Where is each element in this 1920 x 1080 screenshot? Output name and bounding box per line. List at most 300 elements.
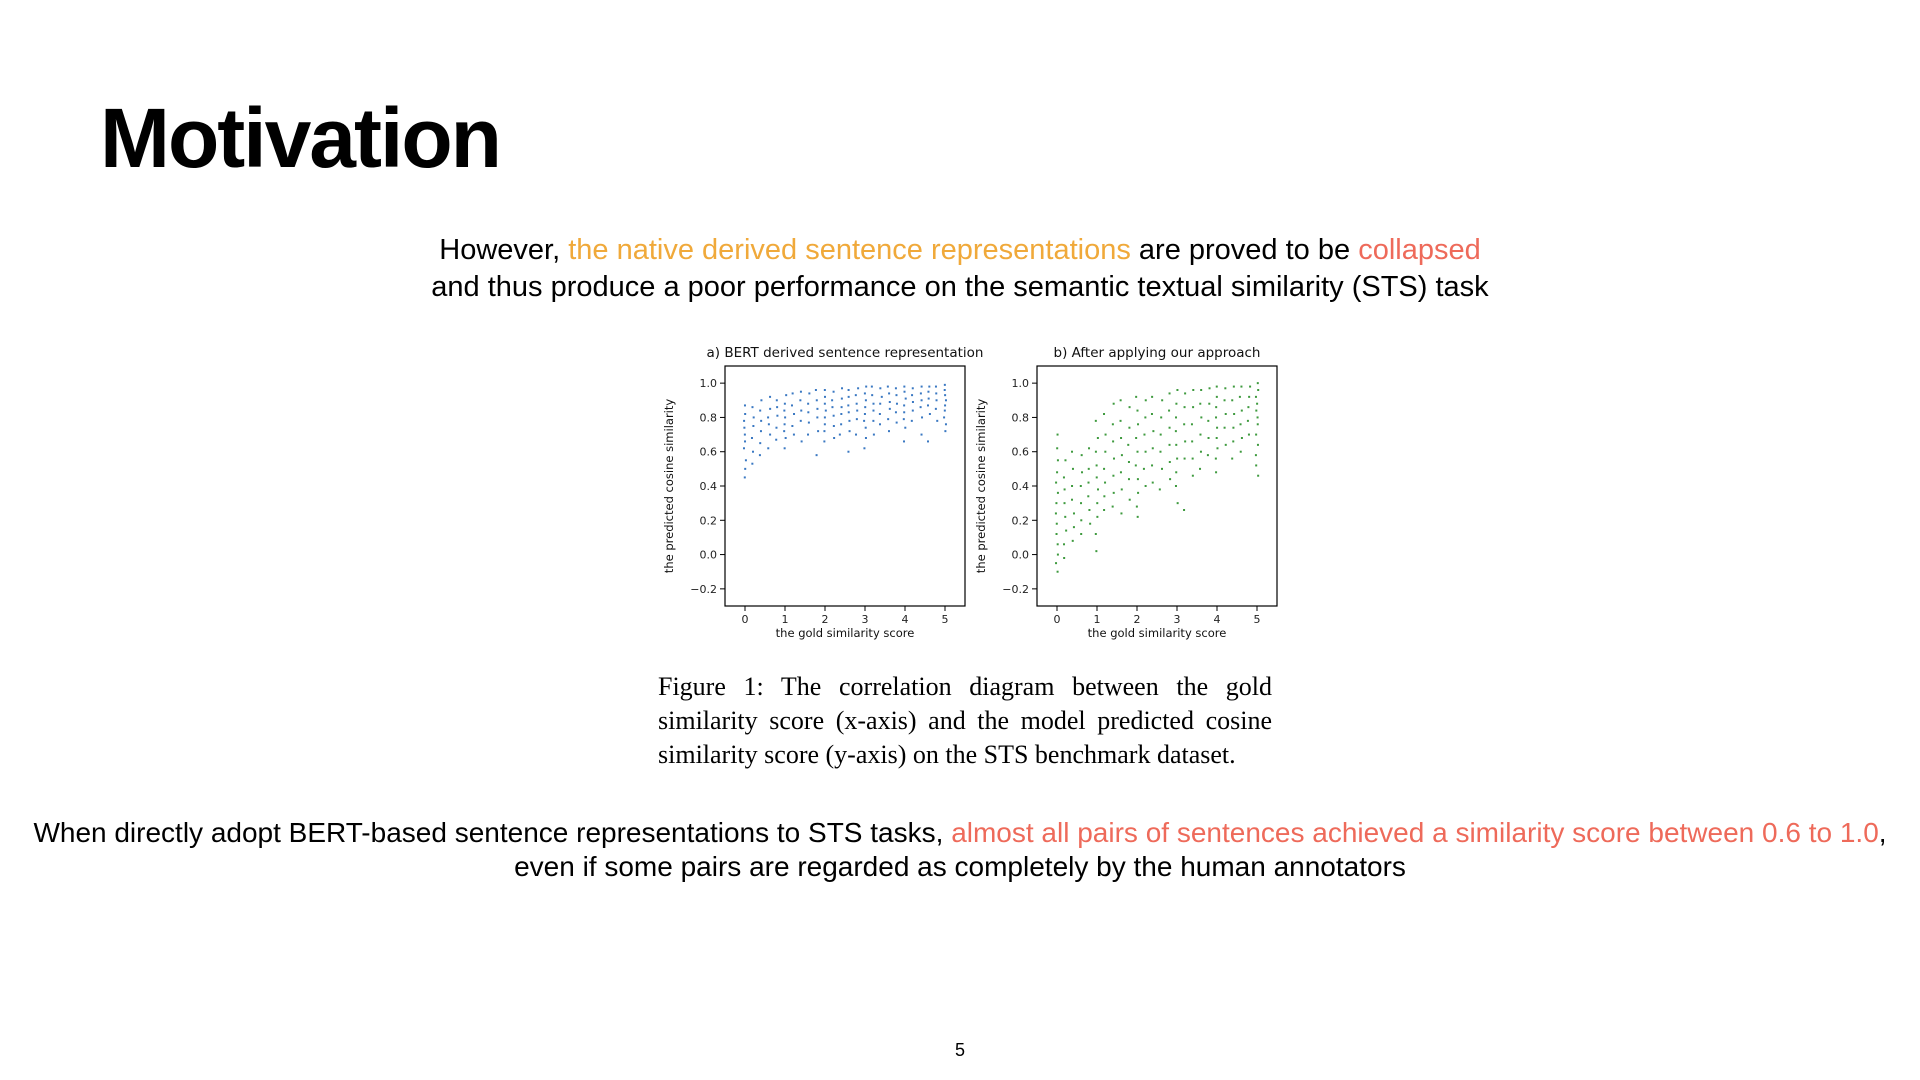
scatter-point [833,391,835,393]
scatter-panel-a [662,345,983,640]
scatter-point [1095,550,1097,552]
scatter-point [1241,437,1243,439]
scatter-point [1225,413,1227,415]
scatter-point [935,392,937,394]
scatter-point [1071,499,1073,501]
scatter-point [903,418,905,420]
caption-line-2: similarity score (x-axis) and the model predicted cosine [658,706,1272,735]
scatter-point [759,454,761,456]
scatter-point [783,430,785,432]
scatter-point [1175,471,1177,473]
scatter-point [1183,423,1185,425]
scatter-point [1152,430,1154,432]
scatter-point [808,422,810,424]
scatter-point [807,411,809,413]
scatter-point [904,391,906,393]
scatter-point [784,423,786,425]
scatter-point [743,447,745,449]
scatter-point [1169,478,1171,480]
scatter-point [1097,488,1099,490]
scatter-point [1199,468,1201,470]
scatter-point [816,416,818,418]
scatter-point [1104,451,1106,453]
scatter-point [1128,427,1130,429]
scatter-point [905,398,907,400]
scatter-point [1175,416,1177,418]
scatter-point [1159,451,1161,453]
scatter-point [815,389,817,391]
y-tick-label: 0.2 [699,514,717,528]
scatter-point [1151,413,1153,415]
scatter-point [775,439,777,441]
scatter-point [1233,413,1235,415]
scatter-point [1072,468,1074,470]
scatter-point [1144,416,1146,418]
scatter-point [896,403,898,405]
scatter-point [1248,434,1250,436]
scatter-point [1184,392,1186,394]
scatter-point [1184,440,1186,442]
scatter-point [1057,434,1059,436]
scatter-point [1225,444,1227,446]
scatter-point [855,434,857,436]
scatter-point [785,394,787,396]
scatter-point [1175,485,1177,487]
slide-title: Motivation [100,91,500,185]
scatter-point [1216,396,1218,398]
scatter-point [1215,471,1217,473]
scatter-point [1055,562,1057,564]
scatter-point [1207,454,1209,456]
scatter-point [1063,557,1065,559]
scatter-point [1056,471,1058,473]
scatter-point [879,387,881,389]
scatter-point [855,394,857,396]
scatter-point [1071,451,1073,453]
scatter-point [1151,464,1153,466]
scatter-point [1137,451,1139,453]
scatter-point [833,425,835,427]
scatter-point [865,399,867,401]
scatter-point [1120,471,1122,473]
scatter-point [791,425,793,427]
x-tick-label: 3 [1173,613,1181,626]
scatter-point [943,416,945,418]
scatter-point [823,440,825,442]
scatter-point [752,425,754,427]
scatter-point [1249,386,1251,388]
scatter-point [831,399,833,401]
scatter-point [927,440,929,442]
scatter-point [1159,488,1161,490]
scatter-point [767,447,769,449]
x-tick-label: 1 [781,613,789,626]
scatter-point [1055,482,1057,484]
scatter-point [831,406,833,408]
scatter-point [1120,512,1122,514]
scatter-point [839,434,841,436]
scatter-point [944,389,946,391]
scatter-point [848,389,850,391]
scatter-point [1136,410,1138,412]
scatter-point [769,434,771,436]
panel-title: b) After applying our approach [1053,345,1261,361]
scatter-point [1112,423,1114,425]
caption-line-3: similarity score (y-axis) on the STS benchmark dataset. [658,740,1236,769]
scatter-point [944,410,946,412]
scatter-point [799,399,801,401]
y-axis-label: the predicted cosine similarity [662,398,676,574]
scatter-point [833,437,835,439]
scatter-point [1057,492,1059,494]
scatter-point [1129,499,1131,501]
scatter-point [1136,506,1138,508]
scatter-point [807,434,809,436]
scatter-point [1192,406,1194,408]
scatter-point [1056,533,1058,535]
scatter-point [753,416,755,418]
scatter-point [856,403,858,405]
scatter-point [1175,430,1177,432]
scatter-point [865,386,867,388]
scatter-point [1255,410,1257,412]
scatter-point [800,420,802,422]
scatter-point [863,447,865,449]
scatter-point [888,392,890,394]
scatter-point [1151,396,1153,398]
scatter-point [1063,476,1065,478]
scatter-point [1112,506,1114,508]
scatter-point [824,423,826,425]
scatter-point [1088,482,1090,484]
y-tick-label: 1.0 [1011,377,1029,391]
scatter-point [865,437,867,439]
scatter-point [1240,423,1242,425]
scatter-point [769,396,771,398]
scatter-point [745,459,747,461]
scatter-point [903,411,905,413]
scatter-point [816,399,818,401]
scatter-point [935,386,937,388]
scatter-point [1231,458,1233,460]
scatter-point [847,404,849,406]
scatter-point [808,392,810,394]
scatter-point [889,401,891,403]
scatter-point [807,403,809,405]
scatter-point [912,410,914,412]
scatter-point [1057,543,1059,545]
scatter-point [1105,434,1107,436]
scatter-point [1129,406,1131,408]
x-tick-label: 4 [901,613,909,626]
scatter-point [743,427,745,429]
figure-caption [658,670,1272,772]
scatter-point [887,418,889,420]
scatter-point [1255,434,1257,436]
y-tick-label: 0.4 [699,480,717,493]
scatter-point [1064,516,1066,518]
scatter-point [1200,416,1202,418]
scatter-point [944,384,946,386]
scatter-point [1257,389,1259,391]
scatter-point [879,413,881,415]
scatter-point [1113,492,1115,494]
scatter-point [1257,475,1259,477]
scatter-point [895,394,897,396]
scatter-point [1097,437,1099,439]
scatter-point [1224,387,1226,389]
scatter-point [887,386,889,388]
scatter-point [1200,451,1202,453]
scatter-point [1088,509,1090,511]
scatter-point [1239,396,1241,398]
scatter-point [1240,451,1242,453]
scatter-point [935,408,937,410]
scatter-point [1209,387,1211,389]
scatter-point [1121,454,1123,456]
x-axis-label: the gold similarity score [1087,626,1227,640]
scatter-point [1072,540,1074,542]
scatter-point [760,399,762,401]
scatter-point [904,427,906,429]
scatter-point [1095,451,1097,453]
scatter-point [1199,403,1201,405]
scatter-point [1233,386,1235,388]
scatter-point [1247,406,1249,408]
scatter-point [1120,399,1122,401]
scatter-point [856,410,858,412]
scatter-point [1169,427,1171,429]
scatter-point [1177,502,1179,504]
scatter-point [871,394,873,396]
scatter-point [1255,396,1257,398]
scatter-point [816,454,818,456]
scatter-point [752,451,754,453]
scatter-point [847,451,849,453]
scatter-point [848,396,850,398]
scatter-point [793,434,795,436]
scatter-point [751,463,753,465]
scatter-point [879,423,881,425]
scatter-point [848,420,850,422]
x-tick-label: 4 [1213,613,1221,626]
scatter-point [1127,444,1129,446]
scatter-point [1175,444,1177,446]
scatter-point [903,440,905,442]
scatter-point [791,404,793,406]
scatter-point [856,418,858,420]
scatter-point [1088,468,1090,470]
lead-line-2: and thus produce a poor performance on the semantic textual similarity (STS) task [431,271,1489,303]
scatter-point [1145,451,1147,453]
scatter-point [1215,458,1217,460]
scatter-point [1191,423,1193,425]
y-tick-label: 0.0 [699,548,717,562]
scatter-point [1137,423,1139,425]
scatter-point [1080,485,1082,487]
scatter-point [1081,454,1083,456]
x-tick-label: 2 [821,613,829,626]
scatter-point [1096,464,1098,466]
scatter-point [889,408,891,410]
scatter-point [1232,427,1234,429]
scatter-point [825,410,827,412]
scatter-point [767,416,769,418]
scatter-point [1152,447,1154,449]
bottom-line-1 [0,816,1920,850]
scatter-point [1055,512,1057,514]
scatter-point [1215,406,1217,408]
scatter-point [1215,416,1217,418]
scatter-point [927,404,929,406]
scatter-point [921,399,923,401]
scatter-point [1247,420,1249,422]
x-tick-label: 0 [741,613,749,626]
bottom-highlight-red: almost all pairs of sentences achieved a similarity score between 0.6 to 1.0 [951,817,1879,848]
scatter-point [1080,533,1082,535]
scatter-point [751,437,753,439]
scatter-point [1161,468,1163,470]
y-tick-label: 0.6 [699,445,717,459]
scatter-point [1184,406,1186,408]
scatter-point [1096,476,1098,478]
scatter-point [903,386,905,388]
scatter-point [857,387,859,389]
scatter-point [1208,437,1210,439]
scatter-point [744,440,746,442]
scatter-point [873,434,875,436]
x-tick-label: 5 [1253,613,1261,626]
scatter-point [1257,382,1259,384]
y-tick-label: −0.2 [1002,582,1029,596]
scatter-point [1088,447,1090,449]
scatter-point [1248,396,1250,398]
scatter-point [928,398,930,400]
x-tick-label: 5 [941,613,949,626]
scatter-point [920,406,922,408]
scatter-point [944,394,946,396]
plot-frame [725,366,965,606]
scatter-point [1143,434,1145,436]
scatter-point [1257,444,1259,446]
scatter-point [1183,509,1185,511]
scatter-point [863,420,865,422]
scatter-point [841,387,843,389]
x-tick-label: 2 [1133,613,1141,626]
scatter-point [1255,464,1257,466]
scatter-point [1096,502,1098,504]
scatter-point [1208,403,1210,405]
scatter-figure [655,340,1285,650]
scatter-point [873,403,875,405]
scatter-point [1257,423,1259,425]
scatter-point [1080,502,1082,504]
scatter-point [1169,461,1171,463]
scatter-point [751,406,753,408]
scatter-point [865,427,867,429]
scatter-point [759,442,761,444]
scatter-point [929,413,931,415]
bottom-prefix: When directly adopt BERT-based sentence representations to STS tasks, [33,817,952,848]
scatter-point [1121,488,1123,490]
scatter-point [1057,571,1059,573]
lead-middle: are proved to be [1130,234,1359,266]
scatter-point [1161,399,1163,401]
scatter-point [1112,475,1114,477]
scatter-point [936,420,938,422]
scatter-point [1120,420,1122,422]
lead-highlight-orange: the native derived sentence representations [568,234,1131,266]
scatter-point [895,387,897,389]
scatter-point [911,394,913,396]
scatter-point [1168,410,1170,412]
bottom-suffix: , [1878,817,1887,848]
scatter-point [800,391,802,393]
scatter-point [1216,386,1218,388]
scatter-point [1143,468,1145,470]
scatter-point [784,447,786,449]
scatter-point [921,416,923,418]
lead-paragraph [0,232,1920,306]
x-tick-label: 3 [861,613,869,626]
scatter-point [1056,447,1058,449]
scatter-point [927,391,929,393]
scatter-point [1152,482,1154,484]
caption-line-1: Figure 1: The correlation diagram between the gold [658,672,1272,701]
scatter-point [879,403,881,405]
scatter-point [840,413,842,415]
scatter-point [1057,554,1059,556]
scatter-point [744,468,746,470]
scatter-point [743,420,745,422]
scatter-point [1231,399,1233,401]
x-axis-label: the gold similarity score [775,626,915,640]
scatter-point [776,406,778,408]
scatter-point [1184,458,1186,460]
scatter-point [801,440,803,442]
scatter-point [1103,468,1105,470]
scatter-point [1200,389,1202,391]
scatter-point [1095,533,1097,535]
scatter-point [744,404,746,406]
scatter-point [936,399,938,401]
scatter-point [744,434,746,436]
scatter-point [1087,495,1089,497]
scatter-point [1216,437,1218,439]
scatter-panel-b [974,345,1277,640]
scatter-point [1255,454,1257,456]
y-tick-label: −0.2 [690,582,717,596]
scatter-point [824,416,826,418]
scatter-point [1145,399,1147,401]
bottom-paragraph [0,816,1920,884]
scatter-point [824,403,826,405]
scatter-point [1080,519,1082,521]
scatter-point [823,430,825,432]
scatter-point [1096,516,1098,518]
scatter-point [1128,461,1130,463]
scatter-point [833,415,835,417]
y-tick-label: 0.0 [1011,548,1029,562]
scatter-point [944,430,946,432]
scatter-point [1191,440,1193,442]
scatter-point [760,420,762,422]
scatter-point [744,476,746,478]
scatter-point [1192,389,1194,391]
scatter-point [1128,478,1130,480]
scatter-point [872,410,874,412]
scatter-point [768,423,770,425]
